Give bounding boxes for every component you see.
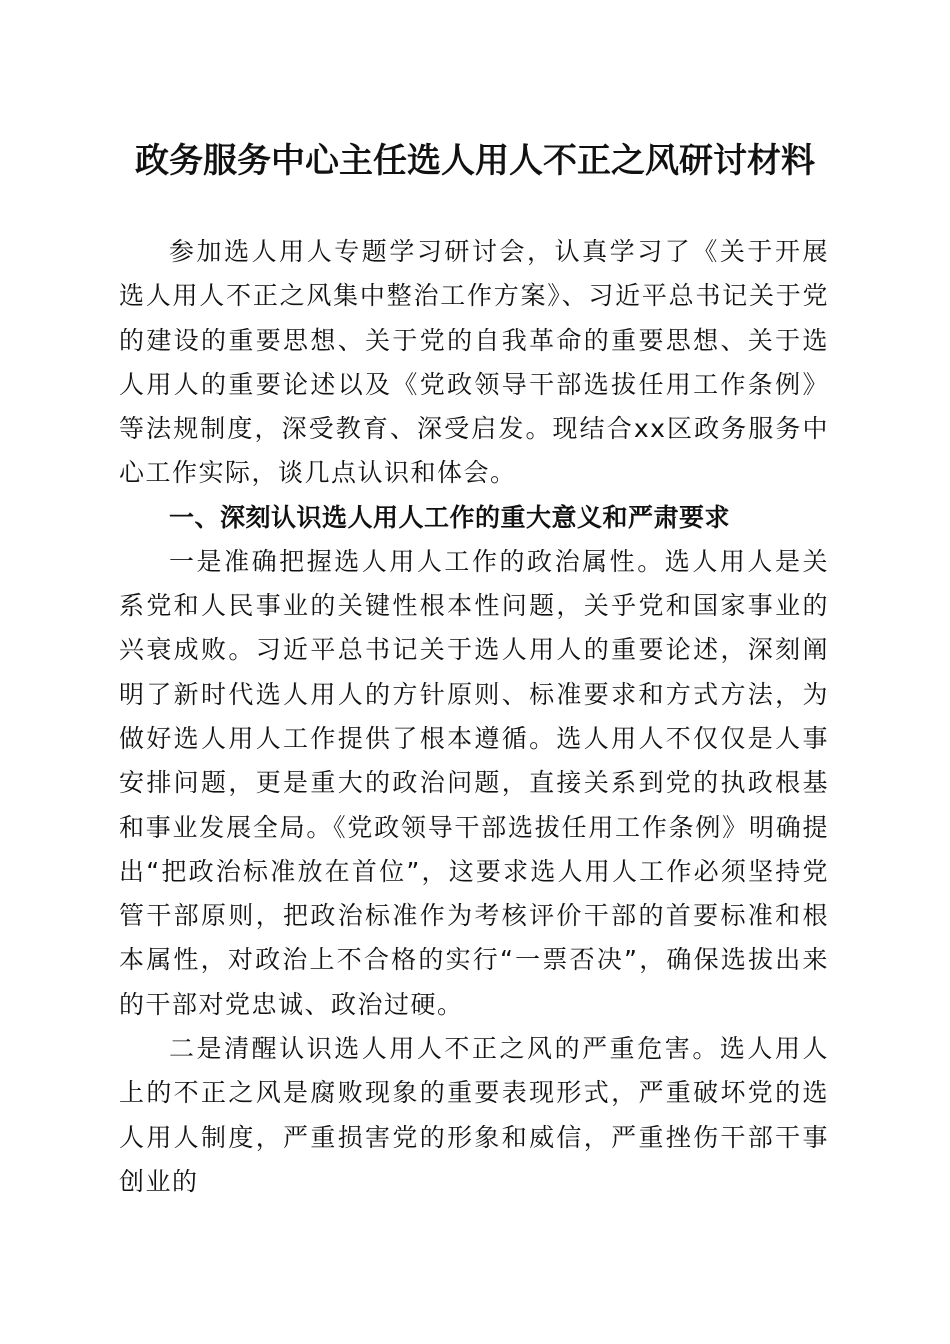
document-body (119, 230, 829, 1204)
document-title: 政务服务中心主任选人用人不正之风研讨材料 (135, 141, 815, 181)
body-paragraph-2: 二是清醒认识选人用人不正之风的严重危害。选人用人上的不正之风是腐败现象的重要表现形式，严重破坏党的选人用人制度，严重损害党的形象和威信，严重挫伤干部干事创业的 (119, 1034, 829, 1196)
intro-paragraph: 参加选人用人专题学习研讨会，认真学习了《关于开展选人用人不正之风集中整治工作方案》、习近平总书记关于党的建设的重要思想、关于党的自我革命的重要思想、关于选人用人的重要论述以及《党政领导干部选拔任用工作条例》等法规制度，深受教育、深受启发。现结合xx区政务服务中心工作实际，谈几点认识和体会。 (119, 237, 829, 488)
body-paragraph-1: 一是准确把握选人用人工作的政治属性。选人用人是关系党和人民事业的关键性根本性问题，关乎党和国家事业的兴衰成败。习近平总书记关于选人用人的重要论述，深刻阐明了新时代选人用人的方针原则、标准要求和方式方法，为做好选人用人工作提供了根本遵循。选人用人不仅仅是人事安排问题，更是重大的政治问题，直接关系到党的执政根基和事业发展全局。《党政领导干部选拔任用工作条例》明确提出“把政治标准放在首位”，这要求选人用人工作必须坚持党管干部原则，把政治标准作为考核评价干部的首要标准和根本属性，对政治上不合格的实行“一票否决”，确保选拔出来的干部对党忠诚、政治过硬。 (119, 546, 829, 1019)
section-heading-1: 一、深刻认识选人用人工作的重大意义和严肃要求 (169, 502, 731, 532)
